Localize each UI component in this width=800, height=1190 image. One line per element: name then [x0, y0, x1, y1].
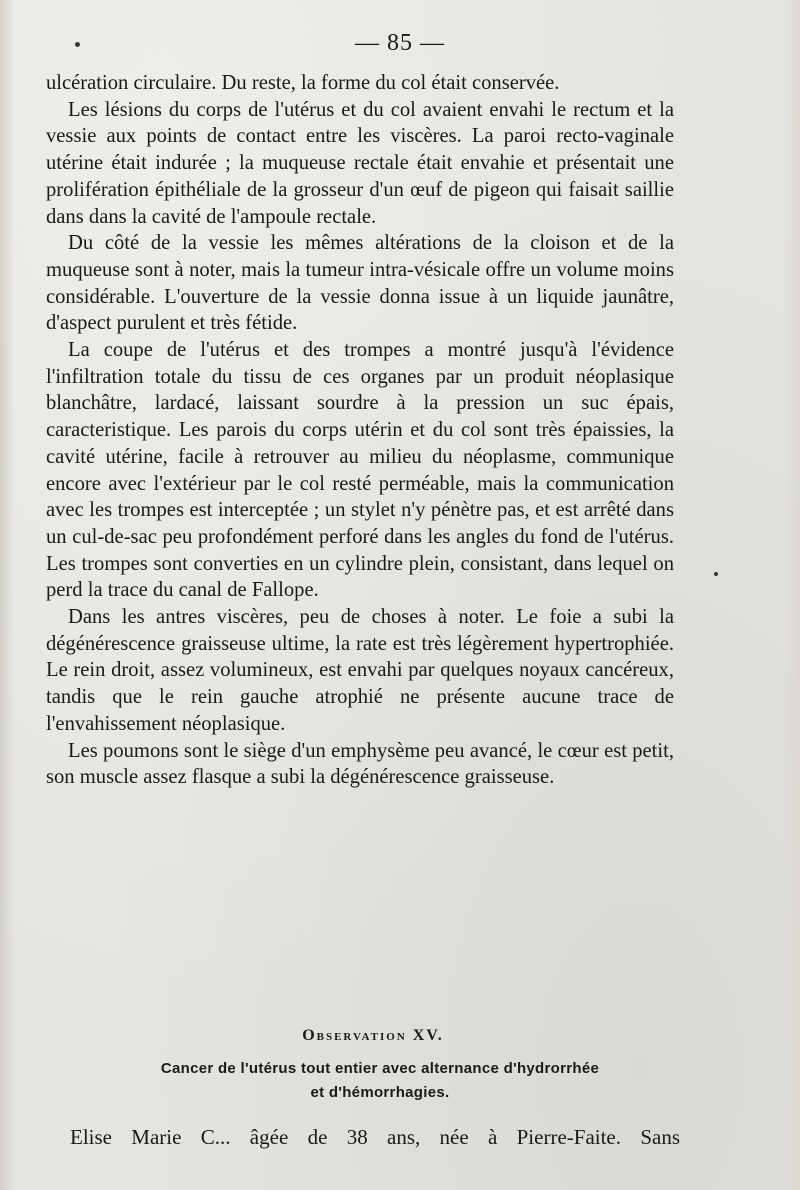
ink-speck	[714, 572, 718, 576]
paragraph: Dans les antres viscères, peu de choses à noter. Le foie a subi la dégénérescence graisseuse ultime, la rate est très légèrement hypertrophiée. Le rein droit, assez volumineux, est envahi par quelques noyaux cancéreux, tandis que le rein gauche atrophié ne présente aucune trace de l'envahissement néoplasique.	[46, 606, 674, 735]
case-opening-line: Elise Marie C... âgée de 38 ans, née à Pierre-Faite. Sans	[70, 1125, 680, 1149]
paragraph: Du côté de la vessie les mêmes altérations de la cloison et de la muqueuse sont à noter, mais la tumeur intra-vésicale offre un volume moins considérable. L'ouverture de la vessie donna issue à un liquide jaunâtre, d'aspect purulent et très fétide.	[46, 232, 674, 335]
paragraph: La coupe de l'utérus et des trompes a montré jusqu'à l'évidence l'infiltration totale du tissu de ces organes par un produit néoplasique blanchâtre, lardacé, laissant sourdre à la pression un suc épais, caracteristique. Les parois du corps utérin et du col sont très épaissies, la cavité utérine, facile à retrouver au milieu du néoplasme, communique encore avec l'extérieur par le col resté perméable, mais la communication avec les trompes est interceptée ; un stylet n'y pénètre pas, et est arrêté dans un cul-de-sac peu profondément perforé dans les angles du fond de l'utérus. Les trompes sont converties en un cylindre plein, consistant, dans lequel on perd la trace du canal de Fallope.	[46, 339, 674, 602]
paragraph: ulcération circulaire. Du reste, la forme du col était conservée.	[46, 72, 560, 94]
observation-subtitle	[60, 1057, 700, 1105]
paragraph: Les lésions du corps de l'utérus et du col avaient envahi le rectum et la vessie aux points de contact entre les viscères. La paroi recto-vaginale utérine était indurée ; la muqueuse rectale était envahie et présentait une prolifération épithéliale de la grosseur d'un œuf de pigeon qui faisait saillie dans dans la cavité de l'ampoule rectale.	[46, 98, 674, 228]
body-text	[46, 70, 674, 791]
observation-subtitle-line: Cancer de l'utérus tout entier avec alternance d'hydrorrhée	[160, 1060, 600, 1077]
paragraph: Les poumons sont le siège d'un emphysème peu avancé, le cœur est petit, son muscle assez flasque a subi la dégénérescence graisseuse.	[46, 739, 674, 789]
page-number: — 85 —	[355, 30, 445, 56]
page-edge-shadow	[784, 0, 800, 1190]
observation-title: Observation XV.	[302, 1027, 444, 1044]
observation-subtitle-line: et d'hémorrhagies.	[310, 1084, 450, 1101]
page-gutter-shadow	[0, 0, 14, 1190]
